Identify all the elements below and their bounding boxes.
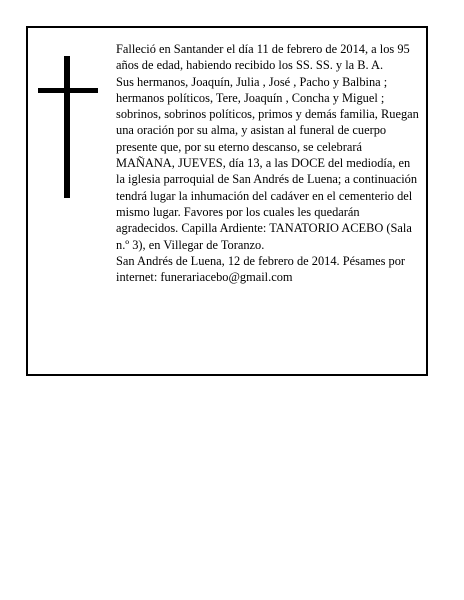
obituary-notice: [26, 26, 428, 376]
cross-vertical-bar: [64, 56, 70, 198]
cross-icon: [38, 56, 98, 198]
notice-text: [116, 41, 422, 285]
place-date-contact: San Andrés de Luena, 12 de febrero de 2014. Pésames por internet: funerariacebo@gmail.com: [116, 253, 406, 285]
death-announcement: Falleció en Santander el día 11 de febrero de 2014, a los 95 años de edad, habiendo recibido los SS. SS. y la B. A.: [116, 42, 410, 73]
funeral-details: Sus hermanos, Joaquín, Julia , José , Pacho y Balbina ; hermanos políticos, Tere, Joaquín , Concha y Miguel ; sobrinos, sobrinos políticos, primos y demás familia, Ruegan una oración por su alma, y asistan al funeral de cuerpo presente que, por su eterno descanso, se celebrará MAÑANA, JUEVES, día 13, a las DOCE del mediodía, en la iglesia parroquial de San Andrés de Luena; a continuación tendrá lugar la inhumación del cadáver en el cementerio del mismo lugar. Favores por los cuales les quedarán agradecidos. Capilla Ardiente: TANATORIO ACEBO (Sala n.º 3), en Villegar de Toranzo.: [116, 74, 419, 252]
cross-horizontal-bar: [38, 88, 98, 93]
